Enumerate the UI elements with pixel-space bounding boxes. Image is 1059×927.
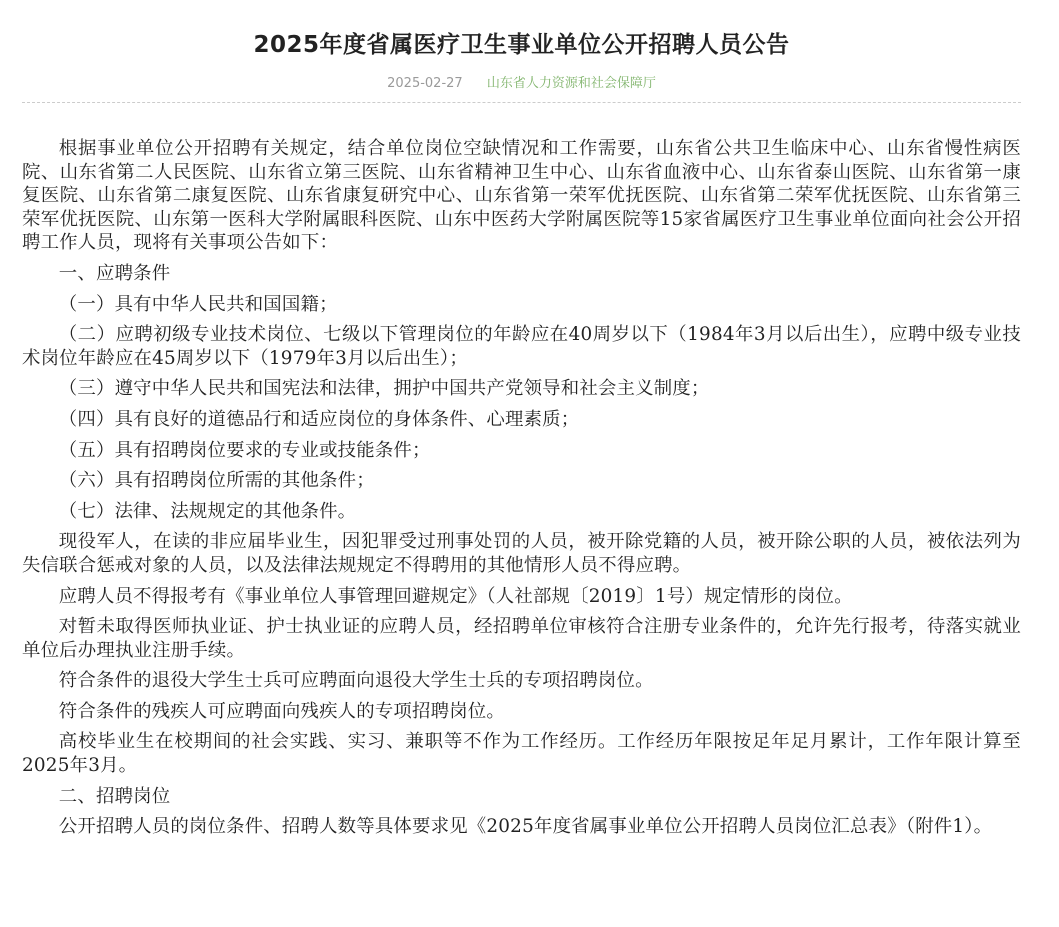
intro-paragraph: 根据事业单位公开招聘有关规定，结合单位岗位空缺情况和工作需要，山东省公共卫生临床中心、山东省慢性病医院、山东省第二人民医院、山东省立第三医院、山东省精神卫生中心、山东省血液中心、山东省泰山医院、山东省第一康复医院、山东省第二康复医院、山东省康复研究中心、山东省第一荣军优抚医院、山东省第二荣军优抚医院、山东省第三荣军优抚医院、山东第一医科大学附属眼科医院、山东中医药大学附属医院等15家省属医疗卫生事业单位面向社会公开招聘工作人员，现将有关事项公告如下： xyxy=(22,138,1021,254)
condition-item: （六）具有招聘岗位所需的其他条件； xyxy=(58,470,375,492)
article-title: 2025年度省属医疗卫生事业单位公开招聘人员公告 xyxy=(253,32,790,58)
body-paragraph: 公开招聘人员的岗位条件、招聘人数等具体要求见《2025年度省属事业单位公开招聘人员岗位汇总表》（附件1）。 xyxy=(58,816,993,838)
body-paragraph: 符合条件的残疾人可应聘面向残疾人的专项招聘岗位。 xyxy=(58,700,505,722)
body-paragraph: 高校毕业生在校期间的社会实践、实习、兼职等不作为工作经历。工作经历年限按足年足月累计，工作年限计算至2025年3月。 xyxy=(22,731,1021,777)
publisher-link[interactable]: 山东省人力资源和社会保障厅 xyxy=(486,76,656,91)
section-heading-positions: 二、招聘岗位 xyxy=(58,785,171,807)
condition-item: （五）具有招聘岗位要求的专业或技能条件； xyxy=(58,439,431,461)
condition-item: （四）具有良好的道德品行和适应岗位的身体条件、心理素质； xyxy=(58,408,580,430)
condition-item: （七）法律、法规规定的其他条件。 xyxy=(58,500,357,522)
title-divider xyxy=(22,102,1021,103)
section-heading-conditions: 一、应聘条件 xyxy=(58,262,171,284)
condition-item: （三）遵守中华人民共和国宪法和法律，拥护中国共产党领导和社会主义制度； xyxy=(58,378,710,400)
body-paragraph: 应聘人员不得报考有《事业单位人事管理回避规定》（人社部规〔2019〕1号）规定情形的岗位。 xyxy=(58,585,853,607)
publish-date: 2025-02-27 xyxy=(387,76,463,91)
body-paragraph: 对暂未取得医师执业证、护士执业证的应聘人员，经招聘单位审核符合注册专业条件的，允许先行报考，待落实就业单位后办理执业注册手续。 xyxy=(22,616,1021,661)
article-meta xyxy=(22,74,1021,94)
article-body xyxy=(22,137,1021,839)
condition-item: （一）具有中华人民共和国国籍； xyxy=(58,293,338,315)
body-paragraph: 现役军人，在读的非应届毕业生，因犯罪受过刑事处罚的人员，被开除党籍的人员，被开除公职的人员，被依法列为失信联合惩戒对象的人员，以及法律法规规定不得聘用的其他情形人员不得应聘。 xyxy=(22,531,1021,576)
condition-item: （二）应聘初级专业技术岗位、七级以下管理岗位的年龄应在40周岁以下（1984年3月以后出生），应聘中级专业技术岗位年龄应在45周岁以下（1979年3月以后出生）； xyxy=(22,324,1021,369)
body-paragraph: 符合条件的退役大学生士兵可应聘面向退役大学生士兵的专项招聘岗位。 xyxy=(58,670,654,692)
